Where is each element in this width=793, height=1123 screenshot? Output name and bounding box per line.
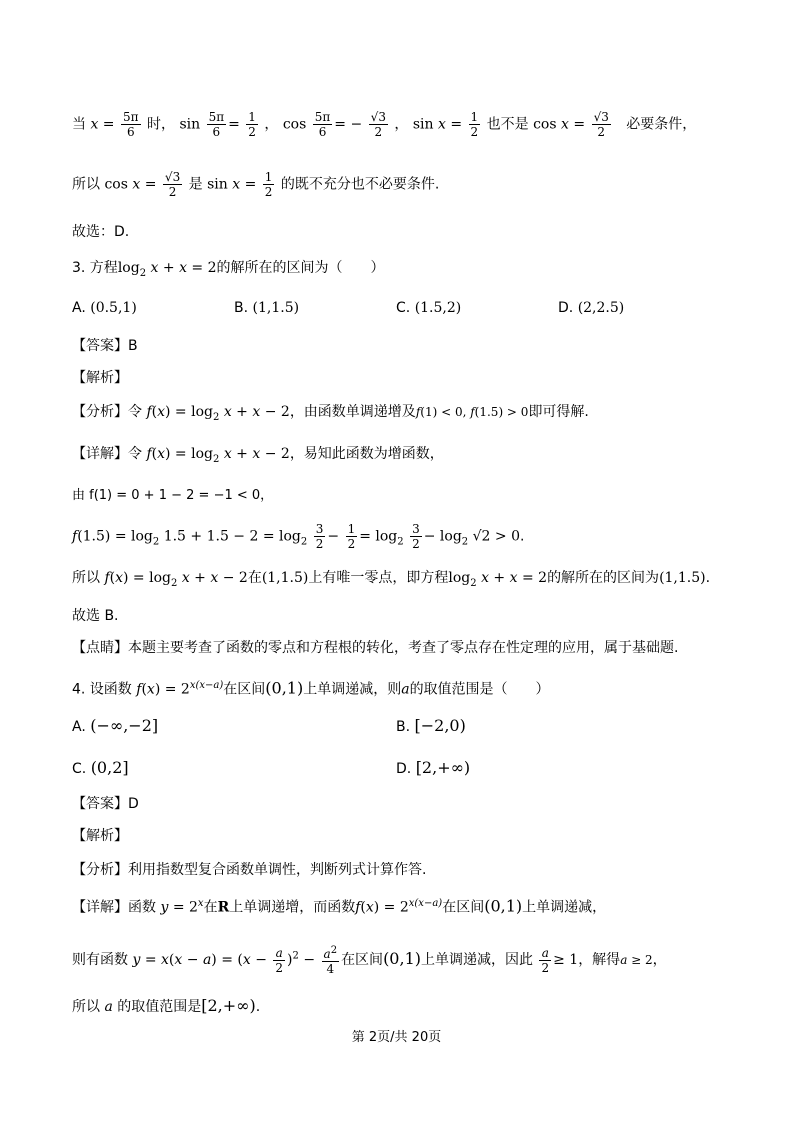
q4-answer: 【答案】D — [72, 796, 139, 812]
text: 上单调递减， — [522, 899, 607, 916]
text: 是 — [188, 176, 203, 193]
q3-answer: 【答案】B — [72, 338, 138, 354]
text: 上单调递减，则 — [303, 681, 402, 698]
q3-xiangjie: 【详解】令 $f(x) = \log_2 x + x - 2$，易知此函数为增函数， — [72, 446, 444, 465]
q3-option-a[interactable] — [72, 300, 137, 316]
text: 所以 — [72, 570, 100, 586]
text: ，易知此函数为增函数， — [289, 446, 444, 462]
fraction: $\frac{5\pi}{6}$ — [123, 110, 139, 139]
text: ， — [652, 952, 667, 968]
solution-line-1: 当 x = $\frac{5\pi}{6}$ 时， sin $\frac{5\pi}{6}$ = $\frac{1}{2}$ ， cos $\frac{5\pi}{6}$ = − $\frac{√3}{2}$ ， sin x = $\frac{1}{2}$ 也不是 cos x = $\frac{√3}{2}$ 必要条件， — [72, 110, 697, 139]
q4-xiangjie: 【详解】函数 $y = 2^x$在R上单调递增，而函数$f(x) = 2^{x(x-a)}$在区间(0,1)上单调递减， — [72, 896, 607, 916]
text: 的取值范围是（ ） — [409, 681, 550, 698]
text: 4. 设函数 — [72, 681, 132, 698]
q4-fenxi: 【分析】利用指数型复合函数单调性，判断列式计算作答. — [72, 862, 427, 878]
page-footer: 第 2页/共 20页 — [351, 1030, 442, 1045]
option-value: (0.5,1) — [90, 300, 137, 316]
option-label: A. — [72, 300, 86, 316]
fraction: $\frac{√3}{2}$ — [164, 170, 181, 199]
text: 上单调递减，因此 — [421, 952, 533, 968]
option-label: D. — [396, 761, 412, 777]
text: 在区间 — [442, 899, 485, 916]
text: 当 — [72, 116, 86, 133]
solution-line-2: 所以 cos x = $\frac{√3}{2}$ 是 sin x = $\frac{1}{2}$ 的既不充分也不必要条件. — [72, 170, 440, 199]
q3-comment: 【点睛】本题主要考查了函数的零点和方程根的转化，考查了零点存在性定理的应用，属于基础题. — [72, 640, 679, 656]
option-label: A. — [72, 719, 86, 735]
option-value: (2,2.5) — [577, 300, 625, 316]
text: 在 — [203, 899, 218, 916]
fraction: $\frac{1}{2}$ — [248, 110, 256, 139]
q3-option-b[interactable] — [234, 300, 299, 316]
fraction: $\frac{a}{2}$ — [541, 945, 550, 975]
question-3-stem: 3. 方程$\log_2 x + x = 2$的解所在的区间为（ ） — [72, 260, 385, 279]
q4-option-b[interactable] — [396, 716, 466, 735]
text: 的解所在的区间为（ ） — [216, 260, 385, 276]
fraction: $\frac{√3}{2}$ — [370, 110, 386, 139]
option-value: [−2,0) — [414, 716, 466, 735]
text: 所以 — [72, 176, 100, 193]
text: 【详解】令 — [72, 446, 142, 462]
q3-option-c[interactable] — [396, 300, 461, 316]
fraction: $\frac{5\pi}{6}$ — [208, 110, 225, 139]
q3-f15-line: $f(1.5) = \log_2 1.5 + 1.5 - 2 = \log_2$ $\frac{3}{2}$ − $\frac{1}{2}$ = $\log_2$ $\frac{3}{2}$ − $\log_2 √2 > 0$. — [72, 522, 525, 551]
option-label: C. — [72, 761, 87, 777]
q4-option-d[interactable] — [396, 758, 470, 777]
text: . — [255, 999, 261, 1015]
q3-option-d[interactable] — [558, 300, 624, 316]
q3-conclusion: 所以 $f(x) = \log_2 x + x - 2$在(1,1.5)上有唯一零点，即方程$\log_2 x + x = 2$的解所在的区间为(1,1.5). — [72, 570, 711, 589]
text: ， — [394, 116, 409, 133]
option-value: (1,1.5) — [252, 300, 300, 316]
q4-option-a[interactable] — [72, 716, 158, 735]
fraction: $\frac{1}{2}$ — [470, 110, 479, 139]
option-label: C. — [396, 300, 411, 316]
text: 则有函数 — [72, 952, 128, 968]
text: . — [520, 528, 525, 545]
option-label: D. — [558, 300, 574, 316]
text: 所以 — [72, 999, 100, 1015]
text: ，由函数单调递增及 — [289, 404, 416, 420]
fraction: $\frac{3}{2}$ — [412, 522, 420, 551]
text: 的取值范围是 — [117, 999, 202, 1015]
fraction: $\frac{√3}{2}$ — [593, 110, 609, 139]
text: 【分析】令 — [72, 404, 142, 420]
q3-fenxi: 【分析】令 $f(x) = \log_2 x + x - 2$，由函数单调递增及f(1) < 0, f(1.5) > 0即可得解. — [72, 404, 589, 423]
q3-analysis-heading: 【解析】 — [72, 370, 128, 386]
fraction: $\frac{1}{2}$ — [347, 522, 356, 551]
math: x — [90, 116, 99, 133]
q4-zeyou: 则有函数 y = x(x − a) = (x − $\frac{a}{2}$ )$^2$ − $\frac{a^2}{4}$ 在区间(0,1)上单调递减，因此 $\frac{a}{2}$ ≥ 1，解得a ≥ 2， — [72, 945, 667, 976]
fraction: $\frac{a^2}{4}$ — [323, 945, 338, 976]
text: ， — [264, 116, 279, 133]
text: 在区间 — [341, 952, 384, 968]
option-value: (0,2] — [90, 758, 129, 777]
option-label: B. — [396, 719, 411, 735]
text: . — [705, 570, 711, 586]
text: 上有唯一零点，即方程 — [308, 570, 449, 586]
option-label: B. — [234, 300, 249, 316]
text: 上单调递增，而函数 — [229, 899, 356, 916]
option-value: (1.5,2) — [414, 300, 462, 316]
math: sin — [179, 116, 201, 133]
q3-choose: 故选 B. — [72, 608, 119, 624]
text: 时， — [146, 116, 175, 133]
text: 也不是 — [486, 116, 529, 133]
q4-analysis-heading: 【解析】 — [72, 828, 128, 844]
text: 在 — [247, 570, 262, 586]
text: 在区间 — [223, 681, 266, 698]
text: 的既不充分也不必要条件. — [280, 176, 440, 193]
fraction: $\frac{3}{2}$ — [315, 522, 324, 551]
question-4-stem: 4. 设函数 $f(x) = 2^{x(x-a)}$在区间(0,1)上单调递减，则a的取值范围是（ ） — [72, 678, 550, 698]
text: ，解得 — [578, 952, 621, 968]
fraction: $\frac{1}{2}$ — [264, 170, 273, 199]
text: 【详解】函数 — [72, 899, 156, 916]
option-value: [2,+∞) — [415, 758, 471, 777]
text: 的解所在的区间为 — [547, 570, 660, 586]
q4-final: 所以 a 的取值范围是[2,+∞). — [72, 996, 261, 1015]
fraction: $\frac{5\pi}{6}$ — [314, 110, 331, 139]
text: 3. 方程 — [72, 260, 118, 276]
q3-f1-line: 由 f(1) = 0 + 1 − 2 = −1 < 0， — [72, 488, 274, 503]
text: 即可得解. — [528, 404, 589, 420]
fraction: $\frac{a}{2}$ — [275, 945, 284, 975]
q4-option-c[interactable] — [72, 758, 129, 777]
option-value: (−∞,−2] — [90, 716, 159, 735]
text: 必要条件， — [626, 116, 697, 133]
choose-line: 故选：D. — [72, 224, 130, 240]
